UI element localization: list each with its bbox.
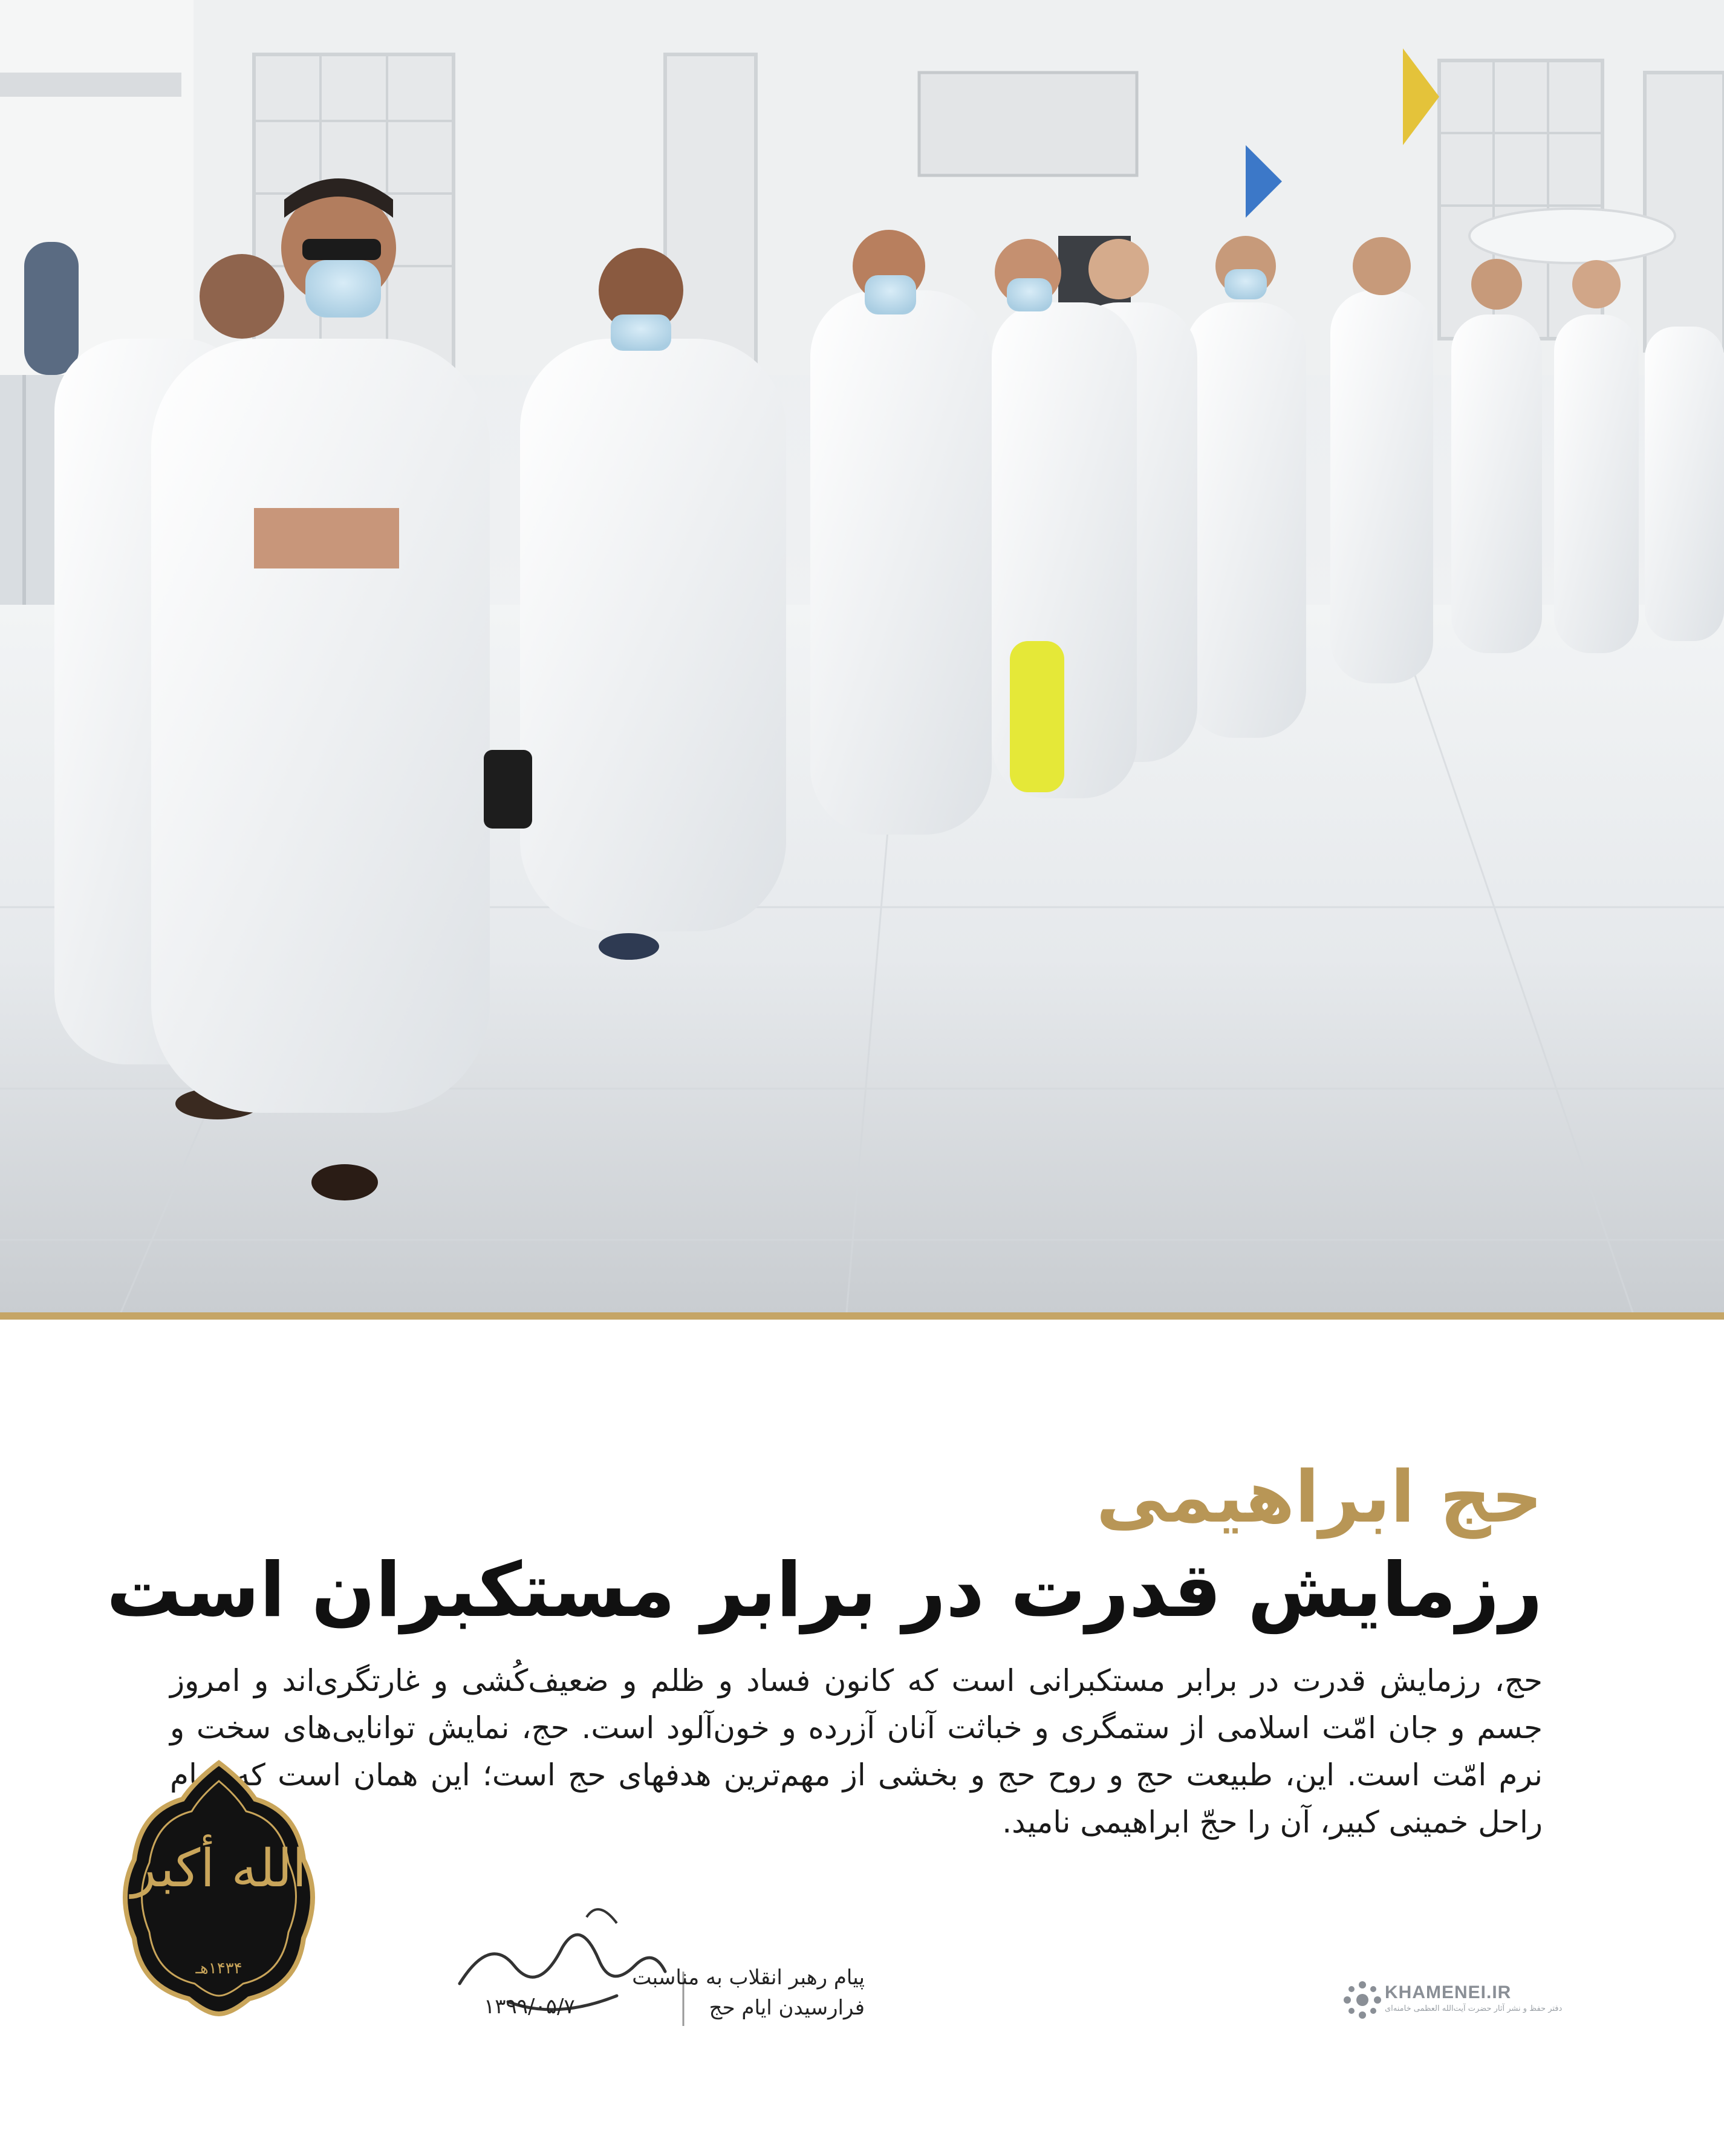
headline-title: رزمایش قدرت در برابر مستکبران است bbox=[106, 1547, 1543, 1634]
emblem-text: الله أکبر bbox=[131, 1838, 307, 1899]
logo-name: KHAMENEI.IR bbox=[1385, 1982, 1512, 2002]
arched-doorway bbox=[24, 242, 79, 375]
pilgrim-center bbox=[520, 248, 786, 960]
quote-body: حج، رزمایش قدرت در برابر مستکبرانی است که کانون فساد و ظلم و ضعیف‌کُشی و غارتگری‌اند و امروز جسم و جان امّت اسلامی از ستمگری و خباثت آنان آزرده و خون‌آلود است. حج، نمایش توانایی‌های سخت و نرم امّت است. این، طبیعت حج و روح حج و بخشی از مهم‌ترین هدفهای حج است؛ این همان است که امام راحل خمینی کبیر، آن را حجّ ابراهیمی نامید. bbox=[170, 1663, 1543, 1840]
umbrella bbox=[1469, 209, 1675, 263]
headline-subtitle: حج ابراهیمی bbox=[1096, 1455, 1543, 1539]
signature-date: ۱۳۹۹/۰۵/۷ bbox=[484, 1995, 575, 2019]
caption bbox=[611, 1962, 865, 2023]
caption-line-1: پیام رهبر انقلاب به مناسبت bbox=[632, 1965, 865, 1990]
yellow-bag bbox=[1010, 641, 1064, 792]
face-mask bbox=[305, 260, 381, 318]
emblem-year: ۱۴۳۴هـ bbox=[195, 1959, 242, 1978]
lattice-window-2 bbox=[665, 54, 756, 369]
caption-line-2: فرارسیدن ایام حج bbox=[709, 1996, 865, 2020]
logo-tagline: دفتر حفظ و نشر آثار حضرت آیت‌الله العظمی خامنه‌ای bbox=[1385, 2004, 1563, 2013]
wall-plaque bbox=[919, 73, 1137, 175]
sunglasses bbox=[302, 239, 381, 260]
headline bbox=[106, 1451, 1543, 1639]
phone bbox=[484, 750, 532, 829]
gold-divider bbox=[0, 1312, 1724, 1320]
